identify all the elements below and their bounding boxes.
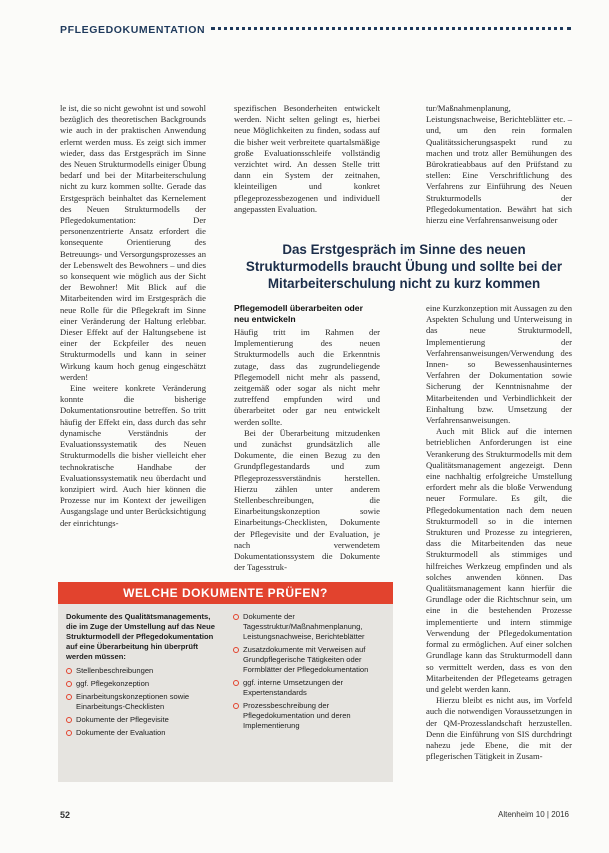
magazine-issue: Altenheim 10 | 2016 [497, 810, 569, 819]
info-box-left-column [66, 612, 219, 741]
section-header [60, 22, 571, 38]
list-item: ggf. Pflegekonzeption [66, 679, 219, 689]
text-column-1 [60, 103, 206, 529]
list-item: Dokumente der Evaluation [66, 728, 219, 738]
info-box-right-column [233, 612, 386, 741]
paragraph: Bei der Überarbeitung mitzudenken und zunächst grundsätzlich alle Dokumente, die einen Bezug zu den Grundpflegestandards und zum Pflegeprozessverständnis herstellen. Hierzu zählen unter anderem Stellenbeschreibungen, die Einarbeitungskonzeption sowie Einarbeitungs-Checklisten, Dokumente der Pflegevisite und der Evaluation, je nach verwendetem Dokumentationssystem die Dokumente der Tagesstruk- [234, 427, 380, 573]
subheading: Pflegemodell überarbeiten oder neu entwickeln [234, 303, 363, 324]
text-column-3-bottom [426, 303, 572, 843]
paragraph: spezifischen Besonderheiten entwickelt werden. Nicht selten gelingt es, hierbei neue Möglichkeiten zu finden, sodass auf die bisher weit verbreitete quartalsmäßige große Evaluationsschleife vollständig verzichtet wird. An dessen Stelle tritt dann ein System der zeitnahen, kleinteiligen und konkret pflegeprozessbezogenen und individuell angepassten Evaluation. [234, 103, 380, 214]
paragraph: Eine weitere konkrete Veränderung konnte die bisherige Dokumentationsroutine betreffen. So tritt häufig der Effekt ein, dass durch das sehr dynamische Verständnis der Evaluationssystematik des Neuen Strukturmodells die bisher vielleicht eher technokratische Handhabe der Evaluationssystematik neu überdacht und konzipiert wird. Auch hier können die Prozesse nur im Kontext der jeweiligen Ausgangslage und unter Berücksichtigung der einrichtungs- [60, 383, 206, 528]
paragraph: tur/Maßnahmenplanung, Leistungsnachweise, Berichteblätter etc. – und, um den rein formalen Qualitätssicherungsaspekt rund zu machen und trotz aller Bemühungen des Bürokratieabbaus auf den Prüfstand zu stellen: Eine Verschriftlichung des Verfahrens zur Einführung des Neuen Strukturmodells der Pflegedokumentation. Bewährt hat sich hierzu eine Verfahrensanweisung oder [426, 103, 572, 226]
paragraph: eine Kurzkonzeption mit Aussagen zu den Aspekten Schulung und Unterweisung in das neue Strukturmodell, Implementierung der Verfahrensanweisungen/Verwendung des Innen- so Bewessenhausinternes Verfahren der Dokumentation sowie Sicherung der Kenntnisnahme der Mitarbeitenden und Verbindlichkeit der Einhaltung bzw. Umsetzung der Verfahrensanweisungen. [426, 303, 572, 426]
list-item: Zusatzdokumente mit Verweisen auf Grundpflegerische Tätigkeiten oder Formblätter der Pflegedokumentation [233, 645, 386, 675]
info-box-intro: Dokumente des Qualitätsmanagements, die im Zuge der Umstellung auf das Neue Strukturmodell der Pflegedokumentation auf eine Überarbeitung hin überprüft werden müssen: [66, 612, 215, 661]
list-item: Einarbeitungskonzeptionen sowie Einarbeitungs-Checklisten [66, 692, 219, 712]
paragraph: le ist, die so nicht gewohnt ist und sowohl bezüglich des theoretischen Backgrounds wie auch in der praktischen Anwendung erlernt werden muss. Es zeigt sich immer wieder, dass das Erstgespräch im Sinne des Neuen Strukturmodells einiger Übung bedarf und bei der Mitarbeiterschulung nicht zu kurz kommen sollte. Gerade das Erstgespräch beinhaltet das Kernelement des Neuen Strukturmodells der Pflegedokumentation: Der personenzentrierte Ansatz erfordert die konsequente Orientierung des Betreuungs- und Versorgungsprozesses an der Lebenswelt des Bewohners – und dies so konsequent wie möglich aus der Sicht der Bewohner! Mit Blick auf die Mitarbeitenden wird im Erstgespräch die neue Rolle für die Pflegekraft im Sinne einer Veränderung der Haltung erlebbar. Dieser Effekt auf der Haltungsebene ist einer der Eckpfeiler des neuen Strukturmodells und kann in seiner Wirkung kaum hoch genug eingeschätzt werden! [60, 103, 206, 382]
header-dotted-rule [211, 27, 571, 33]
list-item: Stellenbeschreibungen [66, 666, 219, 676]
list-item: Prozessbeschreibung der Pflegedokumentation und deren Implementierung [233, 701, 386, 731]
text-column-3-top [426, 103, 572, 226]
info-box-title: WELCHE DOKUMENTE PRÜFEN? [58, 582, 393, 604]
text-column-2-bottom [234, 303, 380, 573]
document-list-left [66, 666, 219, 738]
paragraph: Häufig tritt im Rahmen der Implementierung des neuen Strukturmodells auch die Erkenntnis zutage, dass das zugrundeliegende Pflegemodell nicht mehr als passend, zeitgemäß oder sogar als nicht mehr zutreffend empfunden wird und überarbeitet oder gar neu entwickelt werden sollte. [234, 327, 380, 427]
list-item: Dokumente der Tagesstruktur/Maßnahmenplanung, Leistungsnachweise, Berichteblätter [233, 612, 386, 642]
document-list-right [233, 612, 386, 731]
list-item: ggf. interne Umsetzungen der Expertenstandards [233, 678, 386, 698]
text-column-2-top [234, 103, 380, 215]
paragraph: Hierzu bleibt es nicht aus, im Vorfeld auch die notwendigen Voraussetzungen in der QM-Prozesslandschaft herzustellen. Denn die Einführung von SIS durchdringt nahezu jede Ebene, die mit der pflegerischen Tätigkeit in Zusam- [426, 695, 572, 762]
paragraph: Auch mit Blick auf die internen betrieblichen Anforderungen ist eine Verankerung des Strukturmodells mit dem Qualitätsmanagement angezeigt. Denn eine nachhaltig erfolgreiche Umstellung erfordert mehr als die bloße Verwendung neuer Formulare. Es gilt, die Pflegedokumentation nach dem neuen Strukturmodell so in die internen Strukturen und Prozesse zu integrieren, dass die Mitarbeitenden das neue Strukturmodell als stimmiges und hilfreiches Werkzeug empfinden und als solches anwenden können. Das Qualitätsmanagement kann hierfür die Grundlage oder die Richtschnur sein, um eine in die bestehenden Prozesse implementierte und intern stimmige Verwendung der Pflegedokumentation formal zu ermöglichen. Auf einer solchen Grundlage kann das Strukturmodell dann so vermittelt werden, dass es von den Mitarbeitenden der Pflegeteams getragen und gelebt werden kann. [426, 426, 572, 694]
page-number: 52 [60, 810, 71, 820]
section-label: PFLEGEDOKUMENTATION [60, 24, 206, 36]
pull-quote: Das Erstgespräch im Sinne des neuen Strukturmodells braucht Übung und sollte bei der Mitarbeiterschulung nicht zu kurz kommen [245, 242, 563, 291]
list-item: Dokumente der Pflegevisite [66, 715, 219, 725]
info-box-content [66, 612, 386, 741]
